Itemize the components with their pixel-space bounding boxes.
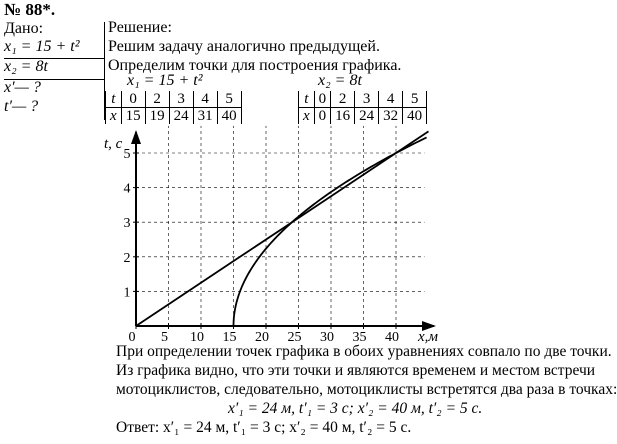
table1-x-cell: 19	[145, 108, 169, 125]
solution-line-2: Определим точки для построения графика.	[108, 57, 402, 74]
table1-x-label: x	[106, 108, 122, 125]
x-tick-label: 0	[128, 330, 136, 345]
table1-x-cell: 24	[169, 108, 193, 125]
table2-x-cell: 32	[379, 108, 403, 125]
table1-t-cell: 3	[169, 91, 193, 108]
y-axis-label: t, c	[104, 136, 123, 152]
table1-x-cell: 31	[193, 108, 217, 125]
table2-formula: x₂ = 8t	[318, 72, 362, 89]
table1-t-cell: 2	[145, 91, 169, 108]
table1-t-label: t	[106, 91, 122, 108]
solution-heading: Решение:	[108, 19, 172, 36]
table2-t-cell: 2	[331, 91, 355, 108]
find-x: x′— ?	[4, 79, 41, 96]
table2-t-label: t	[299, 91, 315, 108]
table1-x-cell: 15	[121, 108, 145, 125]
x-tick-label: 5	[161, 330, 168, 345]
x-tick-label: 30	[320, 330, 334, 345]
series-line-x2	[136, 131, 429, 326]
conclusion-line-1: При определении точек графика в обоих уравнениях совпало по две точки.	[116, 343, 612, 360]
meeting-points: x′₁ = 24 м, t′₁ = 3 с; x′₂ = 40 м, t′₂ = 5 с.	[228, 400, 483, 417]
solution-line-1: Решим задачу аналогично предыдущей.	[108, 38, 380, 55]
table2-t-cell: 5	[403, 91, 427, 108]
x-tick-label: 25	[287, 330, 302, 345]
y-tick-label: 2	[123, 250, 131, 266]
table2-x-cell: 24	[355, 108, 379, 125]
given-equation-2: x₂ = 8t	[4, 58, 48, 75]
x-tick-label: 20	[255, 330, 269, 345]
x-tick-label: 15	[222, 330, 237, 345]
answer-line: Ответ: x′₁ = 24 м, t′₁ = 3 с; x′₂ = 40 м, t′₂ = 5 с.	[116, 419, 412, 436]
conclusion-line-2: Из графика видно, что эти точки и являются временем и местом встречи	[116, 362, 596, 379]
y-tick-label: 3	[123, 216, 131, 232]
y-tick-label: 5	[123, 147, 131, 162]
series-curve-x1	[234, 137, 427, 326]
given-label: Дано:	[4, 20, 44, 37]
x-axis-label: x,м	[418, 329, 438, 345]
table2-x-cell: 16	[331, 108, 355, 125]
y-tick-label: 4	[123, 181, 131, 197]
graph-series	[136, 131, 429, 326]
table2-x-cell: 0	[314, 108, 331, 125]
table2-t-cell: 3	[355, 91, 379, 108]
given-equation-1: x₁ = 15 + t²	[4, 38, 80, 55]
table2-x-cell: 40	[403, 108, 427, 125]
table1-t-cell: 5	[217, 91, 241, 108]
x-tick-label: 35	[352, 330, 367, 345]
y-axis-arrow	[131, 130, 141, 144]
table2-t-cell: 4	[379, 91, 403, 108]
x-tick-label: 40	[385, 330, 399, 345]
table1-x-cell: 40	[217, 108, 241, 125]
table1-t-cell: 4	[193, 91, 217, 108]
x-tick-label: 10	[190, 330, 204, 345]
table1-formula: x₁ = 15 + t²	[127, 72, 203, 89]
table1-t-cell: 0	[121, 91, 145, 108]
y-tick-label: 1	[123, 285, 131, 301]
table2-x-label: x	[299, 108, 315, 125]
table2-t-cell: 0	[314, 91, 331, 108]
problem-number: № 88*.	[4, 0, 56, 19]
graph-grid	[136, 126, 425, 326]
find-t: t′— ?	[4, 98, 39, 115]
conclusion-line-3: мотоциклистов, следовательно, мотоциклисты встретятся два раза в точках:	[116, 381, 617, 398]
